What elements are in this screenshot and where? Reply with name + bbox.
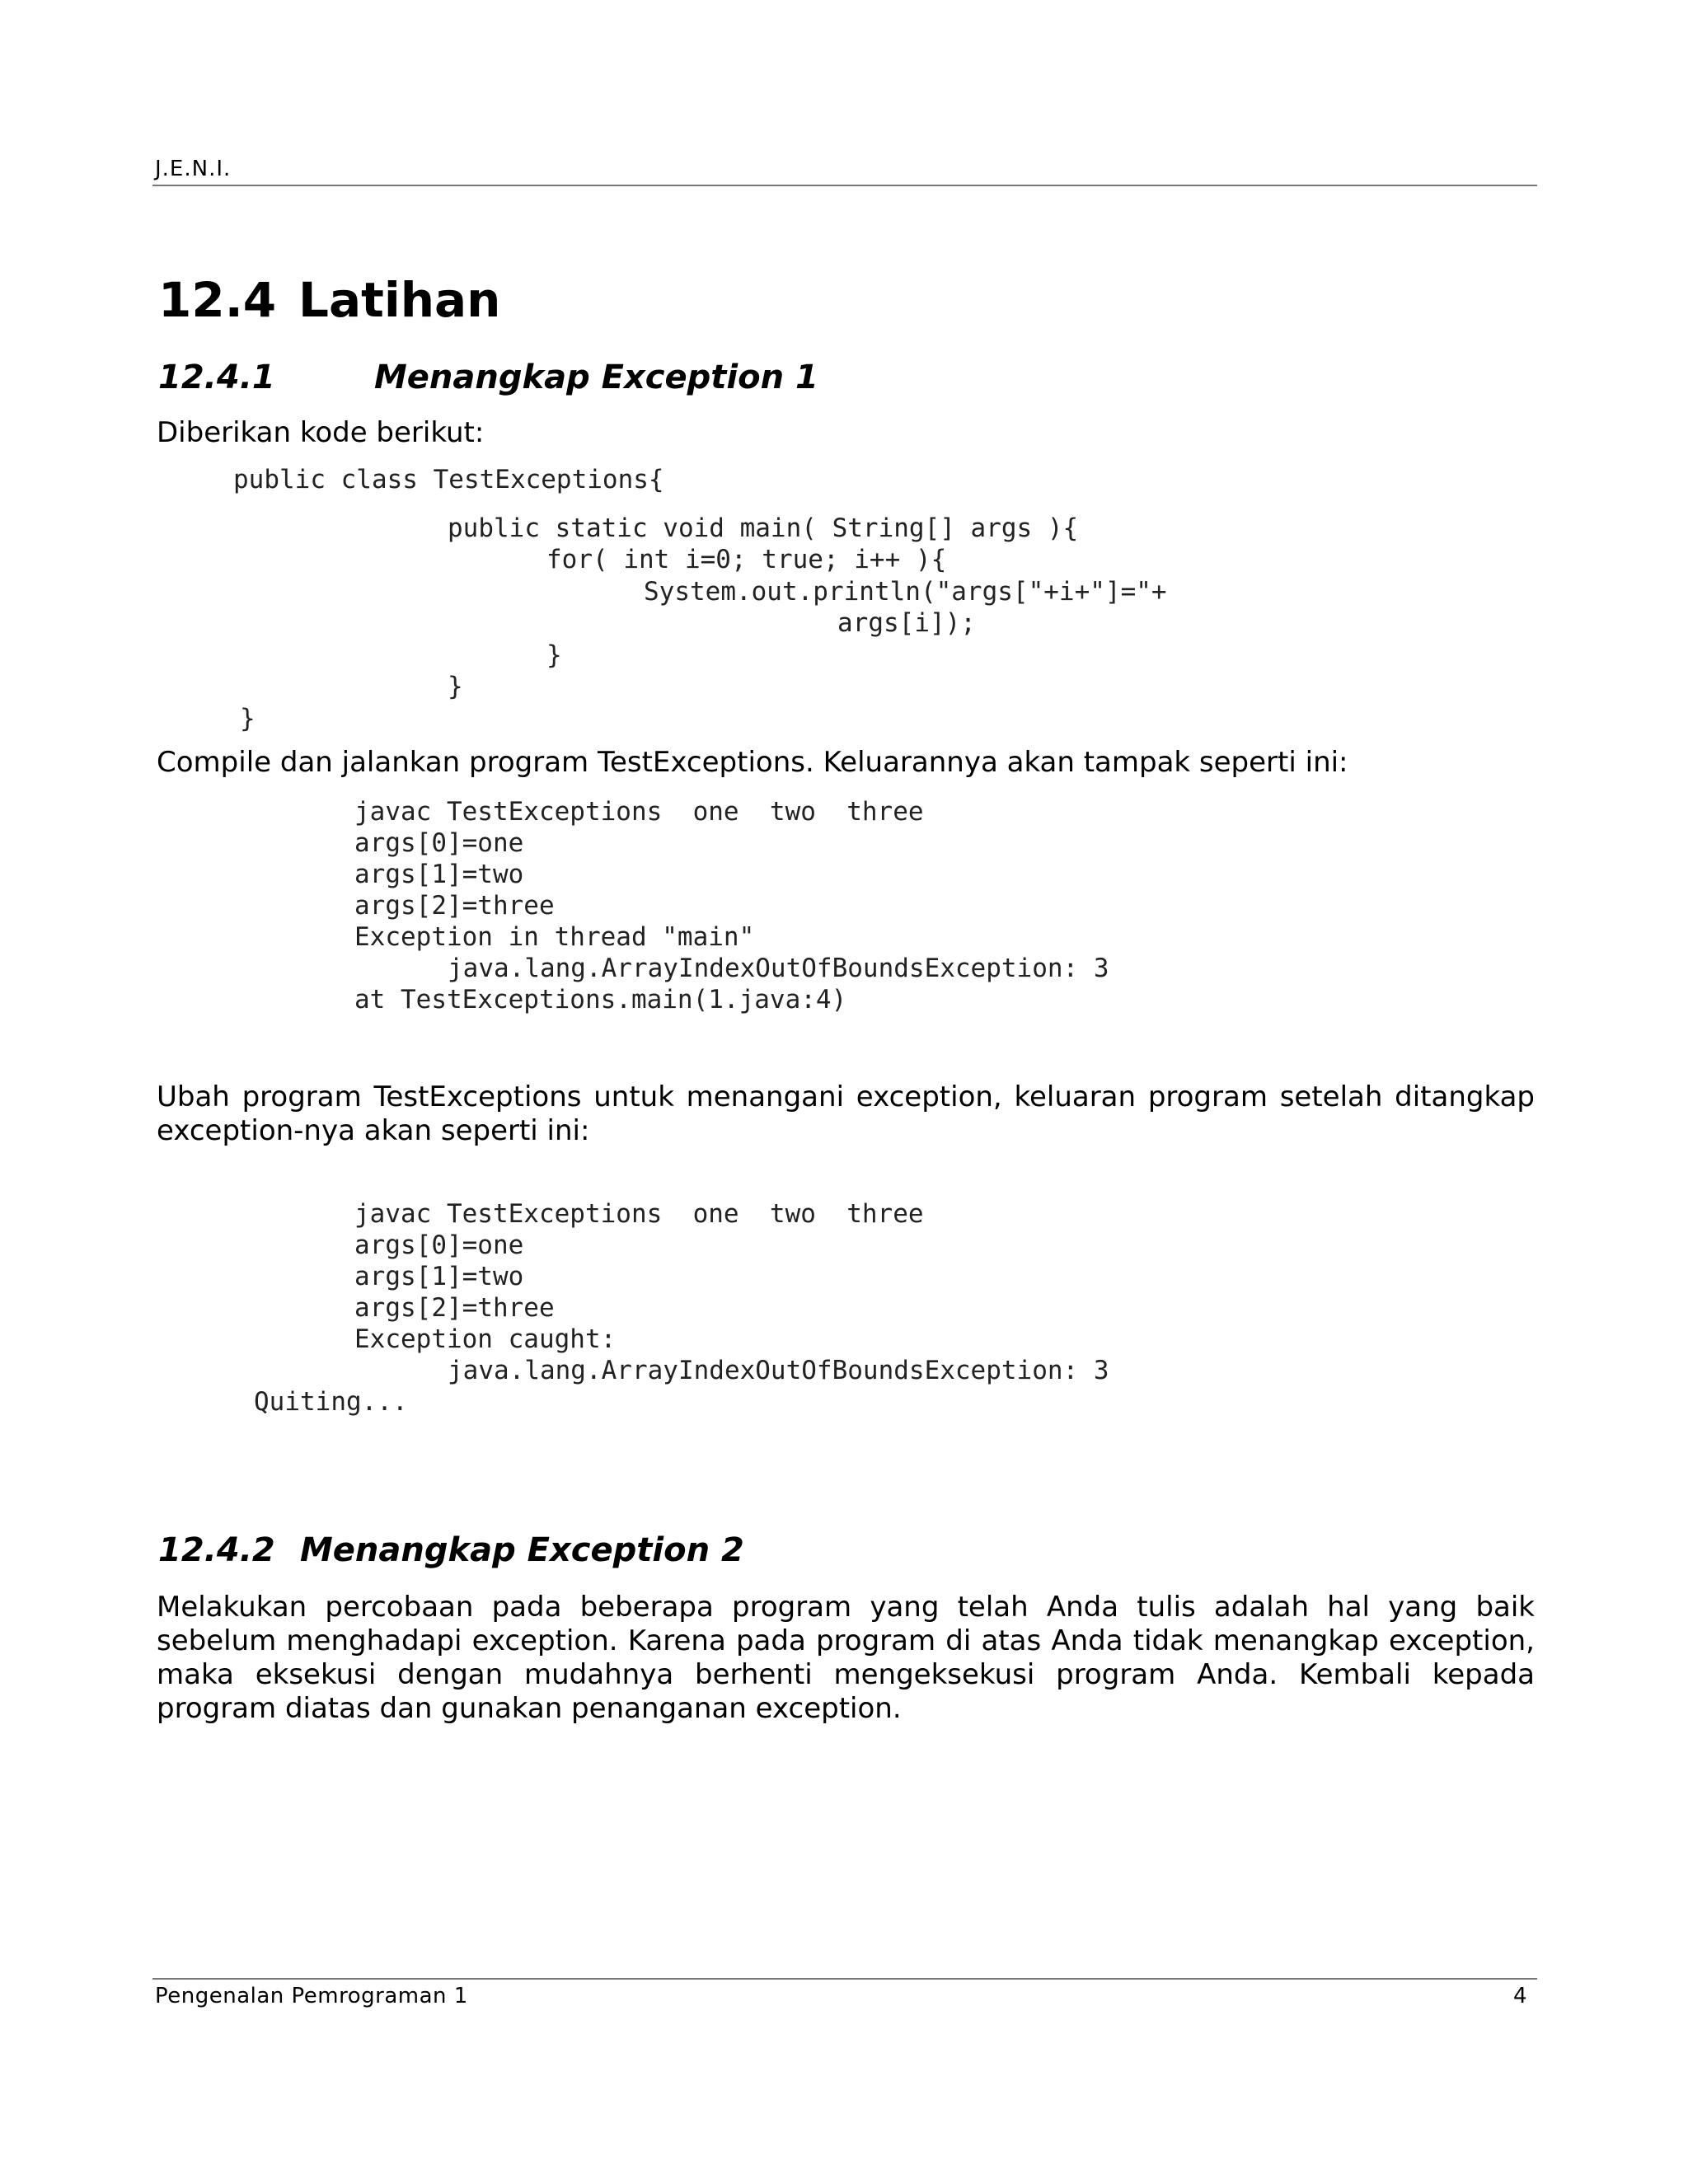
subsection-1-heading <box>158 359 818 396</box>
code-line: Exception in thread "main" <box>354 922 755 952</box>
code-line: } <box>546 640 562 670</box>
code-line: for( int i=0; true; i++ ){ <box>546 545 947 574</box>
code-line: java.lang.ArrayIndexOutOfBoundsException: 3 <box>448 1356 1109 1385</box>
code-line: at TestExceptions.main(1.java:4) <box>354 985 847 1015</box>
code-line: System.out.println("args["+i+"]="+ <box>644 576 1167 607</box>
subsection-2-number: 12.4.2 <box>158 1531 275 1569</box>
output-block-1 <box>354 796 1109 1015</box>
code-line: javac TestExceptions one two three <box>354 797 924 827</box>
code-line: args[i]); <box>837 608 976 638</box>
code-line: Exception caught: <box>354 1324 617 1354</box>
code-line: args[1]=two <box>354 860 524 889</box>
compile-paragraph: Compile dan jalankan program TestExceptions. Keluarannya akan tampak seperti ini: <box>157 746 1348 779</box>
footer-title: Pengenalan Pemrograman 1 <box>155 1984 468 2008</box>
code-line: } <box>240 703 256 733</box>
code-line: } <box>448 672 463 701</box>
page-header: J.E.N.I. <box>155 157 232 181</box>
code-line: args[0]=one <box>354 828 524 858</box>
code-line: args[1]=two <box>354 1262 524 1291</box>
page-number: 4 <box>1513 1984 1527 2008</box>
section-heading <box>158 272 500 328</box>
code-line: public static void main( String[] args ){ <box>448 513 1079 543</box>
subsection-1-title: Menangkap Exception 1 <box>374 359 818 396</box>
intro-paragraph: Diberikan kode berikut: <box>157 416 485 449</box>
subsection-1-number: 12.4.1 <box>158 359 275 396</box>
footer-rule <box>152 1978 1537 1980</box>
modify-paragraph: Ubah program TestExceptions untuk menangani exception, keluaran program setelah ditangkap exception-nya akan seperti ini: <box>157 1080 1535 1147</box>
code-line: javac TestExceptions one two three <box>354 1199 924 1229</box>
code-line: args[2]=three <box>354 1293 555 1323</box>
code-line: Quiting... <box>254 1387 408 1417</box>
subsection-2-body: Melakukan percobaan pada beberapa program yang telah Anda tulis adalah hal yang baik sebelum menghadapi exception. Karena pada program di atas Anda tidak menangkap exception, maka eksekusi dengan mudahnya berhenti mengeksekusi program Anda. Kembali kepada program diatas dan gunakan penanganan exception. <box>157 1591 1535 1725</box>
code-line: java.lang.ArrayIndexOutOfBoundsException: 3 <box>448 954 1109 983</box>
output-block-2 <box>254 1198 1109 1418</box>
code-line: args[2]=three <box>354 891 555 921</box>
section-number: 12.4 <box>158 272 277 328</box>
subsection-2-title: Menangkap Exception 2 <box>300 1531 744 1569</box>
header-rule <box>152 185 1537 186</box>
section-title: Latihan <box>298 272 501 328</box>
code-block <box>233 464 1167 734</box>
code-line: args[0]=one <box>354 1230 524 1260</box>
code-line: public class TestExceptions{ <box>233 465 664 494</box>
subsection-2-heading <box>158 1531 744 1569</box>
